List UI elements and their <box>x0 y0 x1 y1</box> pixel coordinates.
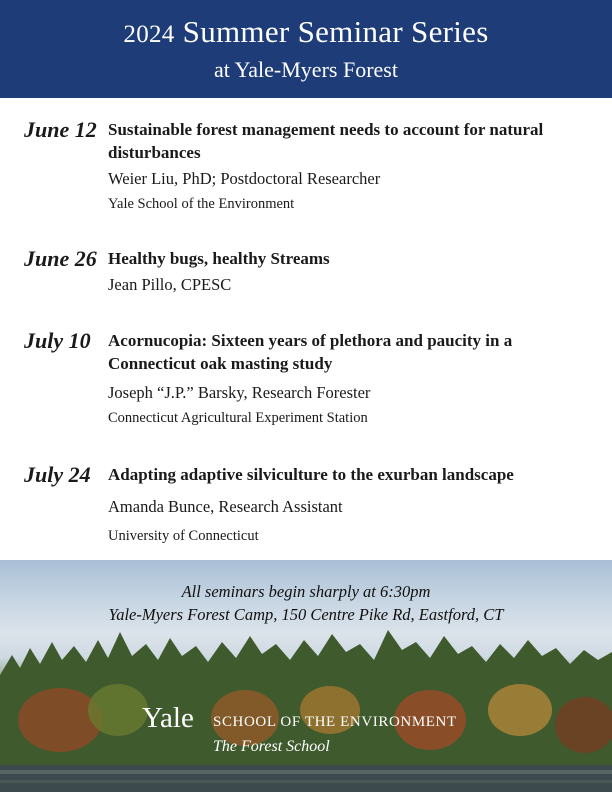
event-title: Adapting adaptive silviculture to the exurban landscape <box>108 465 514 484</box>
event-date: June 12 <box>24 117 97 142</box>
event-affiliation: Yale School of the Environment <box>108 196 295 212</box>
event-date: June 26 <box>24 246 97 271</box>
seminar-time-note: All seminars begin sharply at 6:30pm <box>181 582 431 601</box>
event-speaker: Amanda Bunce, Research Assistant <box>108 497 343 516</box>
page-subtitle: at Yale-Myers Forest <box>214 57 398 82</box>
event-speaker: Weier Liu, PhD; Postdoctoral Researcher <box>108 169 381 188</box>
seminar-location: Yale-Myers Forest Camp, 150 Centre Pike Rd, Eastford, CT <box>108 605 504 624</box>
school-name: SCHOOL OF THE ENVIRONMENT <box>213 714 457 730</box>
event-title: Sustainable forest management needs to account for natural disturbances <box>108 120 544 162</box>
header-banner <box>0 0 612 98</box>
page-title <box>0 14 612 50</box>
title-text: Summer Seminar Series <box>182 14 489 49</box>
event-speaker: Jean Pillo, CPESC <box>108 275 232 294</box>
event-title: Healthy bugs, healthy Streams <box>108 249 330 268</box>
forest-school-name: The Forest School <box>213 738 330 755</box>
event-speaker: Joseph “J.P.” Barsky, Research Forester <box>108 383 371 402</box>
event-affiliation: Connecticut Agricultural Experiment Station <box>108 410 368 426</box>
yale-logo-wordmark: Yale <box>142 702 194 734</box>
event-date: July 24 <box>24 462 91 487</box>
event-date: July 10 <box>24 328 91 353</box>
event-title: Acornucopia: Sixteen years of plethora and paucity in a Connecticut oak masting study <box>108 331 513 373</box>
event-affiliation: University of Connecticut <box>108 528 259 544</box>
title-year: 2024 <box>123 21 175 48</box>
